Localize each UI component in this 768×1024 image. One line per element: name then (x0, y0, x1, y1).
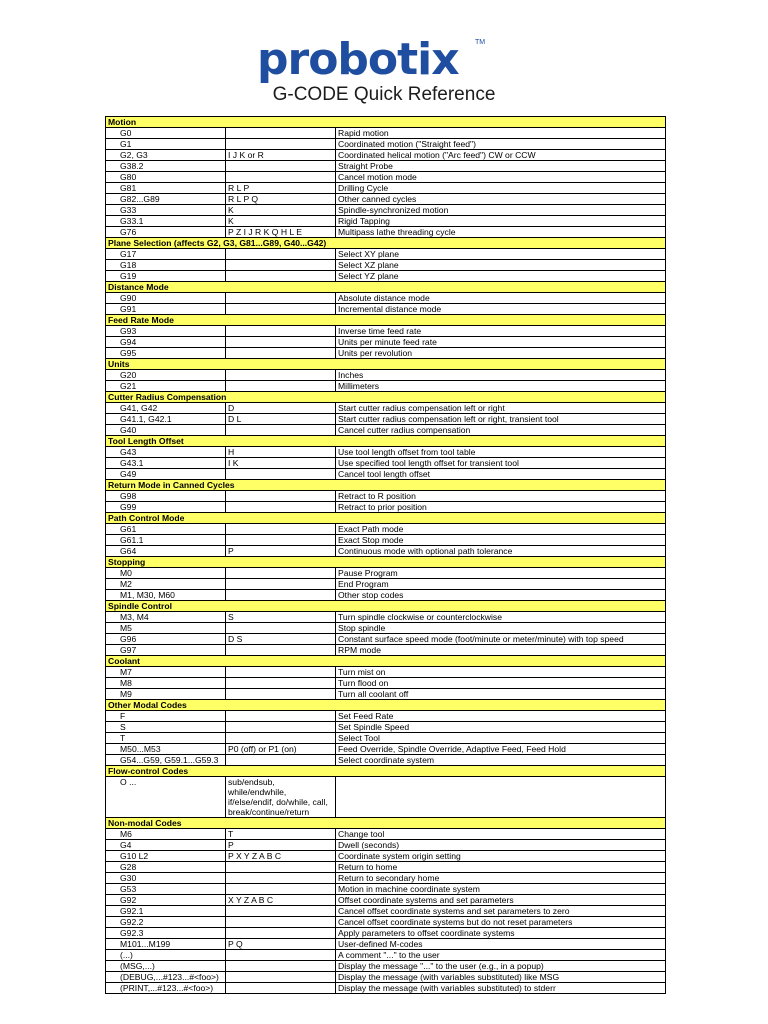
description-cell: Other canned cycles (336, 194, 666, 205)
parameters-cell (226, 524, 336, 535)
parameters-cell (226, 568, 336, 579)
table-row (106, 873, 666, 884)
table-row (106, 271, 666, 282)
description-cell: Exact Stop mode (336, 535, 666, 546)
code-cell: G41.1, G42.1 (106, 414, 226, 425)
code-cell: M5 (106, 623, 226, 634)
parameters-cell (226, 862, 336, 873)
table-row (106, 884, 666, 895)
table-row (106, 755, 666, 766)
parameters-cell (226, 271, 336, 282)
table-row (106, 840, 666, 851)
code-cell: G81 (106, 183, 226, 194)
table-row (106, 829, 666, 840)
code-cell: T (106, 733, 226, 744)
section-header (106, 315, 666, 326)
description-cell: Rapid motion (336, 128, 666, 139)
code-cell: G33 (106, 205, 226, 216)
parameters-cell (226, 928, 336, 939)
code-cell: O ... (106, 777, 226, 818)
table-row (106, 568, 666, 579)
parameters-cell: P Q (226, 939, 336, 950)
table-row (106, 161, 666, 172)
code-cell: G93 (106, 326, 226, 337)
table-row (106, 403, 666, 414)
section-header (106, 513, 666, 524)
parameters-cell: I K (226, 458, 336, 469)
description-cell: Set Spindle Speed (336, 722, 666, 733)
table-row (106, 502, 666, 513)
description-cell: Start cutter radius compensation left or right (336, 403, 666, 414)
section-header (106, 818, 666, 829)
table-row (106, 667, 666, 678)
code-cell: M7 (106, 667, 226, 678)
table-row (106, 370, 666, 381)
parameters-cell: P0 (off) or P1 (on) (226, 744, 336, 755)
table-row (106, 326, 666, 337)
description-cell: Continuous mode with optional path tolerance (336, 546, 666, 557)
table-row (106, 939, 666, 950)
gcode-reference-table (105, 116, 666, 994)
parameters-cell (226, 128, 336, 139)
parameters-cell (226, 260, 336, 271)
section-title: Other Modal Codes (106, 700, 666, 711)
code-cell: M50...M53 (106, 744, 226, 755)
parameters-cell (226, 348, 336, 359)
table-row (106, 260, 666, 271)
table-row (106, 425, 666, 436)
parameters-cell: sub/endsub, while/endwhile, if/else/endif, do/while, call, break/continue/return (226, 777, 336, 818)
parameters-cell (226, 722, 336, 733)
description-cell: Absolute distance mode (336, 293, 666, 304)
description-cell: Cancel cutter radius compensation (336, 425, 666, 436)
parameters-cell (226, 590, 336, 601)
parameters-cell: R L P (226, 183, 336, 194)
table-row (106, 917, 666, 928)
parameters-cell (226, 972, 336, 983)
parameters-cell (226, 884, 336, 895)
parameters-cell (226, 755, 336, 766)
description-cell: Motion in machine coordinate system (336, 884, 666, 895)
table-row (106, 205, 666, 216)
parameters-cell (226, 961, 336, 972)
parameters-cell: P (226, 840, 336, 851)
code-cell: G21 (106, 381, 226, 392)
parameters-cell (226, 326, 336, 337)
description-cell: Select XZ plane (336, 260, 666, 271)
code-cell: G80 (106, 172, 226, 183)
parameters-cell (226, 623, 336, 634)
description-cell: Apply parameters to offset coordinate systems (336, 928, 666, 939)
parameters-cell: K (226, 216, 336, 227)
section-header (106, 700, 666, 711)
code-cell: G49 (106, 469, 226, 480)
description-cell: Retract to R position (336, 491, 666, 502)
section-header (106, 238, 666, 249)
code-cell: (...) (106, 950, 226, 961)
table-row (106, 139, 666, 150)
code-cell: G96 (106, 634, 226, 645)
description-cell: Select YZ plane (336, 271, 666, 282)
code-cell: G18 (106, 260, 226, 271)
code-cell: G33.1 (106, 216, 226, 227)
code-cell: G53 (106, 884, 226, 895)
description-cell: Drilling Cycle (336, 183, 666, 194)
table-row (106, 722, 666, 733)
code-cell: G61.1 (106, 535, 226, 546)
description-cell: Use specified tool length offset for transient tool (336, 458, 666, 469)
section-title: Spindle Control (106, 601, 666, 612)
parameters-cell: T (226, 829, 336, 840)
code-cell: G64 (106, 546, 226, 557)
table-row (106, 972, 666, 983)
section-title: Stopping (106, 557, 666, 568)
code-cell: G76 (106, 227, 226, 238)
code-cell: G99 (106, 502, 226, 513)
description-cell: Return to secondary home (336, 873, 666, 884)
description-cell: Millimeters (336, 381, 666, 392)
section-header (106, 601, 666, 612)
code-cell: G92 (106, 895, 226, 906)
code-cell: G54...G59, G59.1...G59.3 (106, 755, 226, 766)
code-cell: M2 (106, 579, 226, 590)
description-cell: A comment "..." to the user (336, 950, 666, 961)
section-title: Coolant (106, 656, 666, 667)
parameters-cell (226, 645, 336, 656)
description-cell: Offset coordinate systems and set parameters (336, 895, 666, 906)
table-row (106, 590, 666, 601)
table-row (106, 733, 666, 744)
description-cell: Constant surface speed mode (foot/minute or meter/minute) with top speed (336, 634, 666, 645)
code-cell: G82...G89 (106, 194, 226, 205)
description-cell: End Program (336, 579, 666, 590)
code-cell: (DEBUG,...#123...#<foo>) (106, 972, 226, 983)
table-row (106, 447, 666, 458)
description-cell: Return to home (336, 862, 666, 873)
section-header (106, 117, 666, 128)
parameters-cell: I J K or R (226, 150, 336, 161)
brand-wordmark: probotix (257, 34, 459, 85)
parameters-cell (226, 678, 336, 689)
code-cell: G98 (106, 491, 226, 502)
code-cell: G43.1 (106, 458, 226, 469)
description-cell: Incremental distance mode (336, 304, 666, 315)
table-row (106, 150, 666, 161)
table-row (106, 535, 666, 546)
description-cell: Display the message (with variables substituted) to stderr (336, 983, 666, 994)
table-row (106, 612, 666, 623)
parameters-cell: P (226, 546, 336, 557)
code-cell: M3, M4 (106, 612, 226, 623)
code-cell: M8 (106, 678, 226, 689)
description-cell: Dwell (seconds) (336, 840, 666, 851)
table-row (106, 216, 666, 227)
code-cell: M101...M199 (106, 939, 226, 950)
description-cell: Select XY plane (336, 249, 666, 260)
code-cell: (PRINT,...#123...#<foo>) (106, 983, 226, 994)
description-cell: Inverse time feed rate (336, 326, 666, 337)
section-title: Tool Length Offset (106, 436, 666, 447)
parameters-cell: D S (226, 634, 336, 645)
parameters-cell (226, 139, 336, 150)
code-cell: G43 (106, 447, 226, 458)
parameters-cell (226, 873, 336, 884)
description-cell: Turn all coolant off (336, 689, 666, 700)
description-cell: Turn spindle clockwise or counterclockwise (336, 612, 666, 623)
section-title: Distance Mode (106, 282, 666, 293)
table-row (106, 862, 666, 873)
code-cell: G4 (106, 840, 226, 851)
table-row (106, 579, 666, 590)
table-row (106, 183, 666, 194)
table-row (106, 227, 666, 238)
section-header (106, 392, 666, 403)
description-cell: Feed Override, Spindle Override, Adaptive Feed, Feed Hold (336, 744, 666, 755)
section-header (106, 557, 666, 568)
description-cell: Pause Program (336, 568, 666, 579)
parameters-cell (226, 491, 336, 502)
probotix-logo (255, 30, 495, 86)
table-row (106, 469, 666, 480)
code-cell: M6 (106, 829, 226, 840)
parameters-cell (226, 711, 336, 722)
code-cell: G94 (106, 337, 226, 348)
code-cell: G90 (106, 293, 226, 304)
parameters-cell (226, 906, 336, 917)
code-cell: G20 (106, 370, 226, 381)
code-cell: G19 (106, 271, 226, 282)
code-cell: G0 (106, 128, 226, 139)
table-row (106, 381, 666, 392)
parameters-cell (226, 733, 336, 744)
parameters-cell (226, 535, 336, 546)
description-cell: Start cutter radius compensation left or right, transient tool (336, 414, 666, 425)
description-cell: Turn flood on (336, 678, 666, 689)
parameters-cell: D (226, 403, 336, 414)
description-cell: Coordinated motion ("Straight feed") (336, 139, 666, 150)
parameters-cell: S (226, 612, 336, 623)
code-cell: G30 (106, 873, 226, 884)
code-cell: G17 (106, 249, 226, 260)
table-row (106, 711, 666, 722)
code-cell: G41, G42 (106, 403, 226, 414)
brand-logo (0, 30, 768, 86)
description-cell: Exact Path mode (336, 524, 666, 535)
table-row (106, 851, 666, 862)
code-cell: G91 (106, 304, 226, 315)
parameters-cell (226, 502, 336, 513)
section-title: Motion (106, 117, 666, 128)
description-cell: Coordinated helical motion ("Arc feed") CW or CCW (336, 150, 666, 161)
code-cell: G28 (106, 862, 226, 873)
parameters-cell (226, 161, 336, 172)
description-cell: RPM mode (336, 645, 666, 656)
table-row (106, 645, 666, 656)
parameters-cell: H (226, 447, 336, 458)
table-row (106, 777, 666, 818)
description-cell: Spindle-synchronized motion (336, 205, 666, 216)
code-cell: G61 (106, 524, 226, 535)
description-cell: Retract to prior position (336, 502, 666, 513)
parameters-cell (226, 425, 336, 436)
code-cell: G92.2 (106, 917, 226, 928)
section-title: Cutter Radius Compensation (106, 392, 666, 403)
parameters-cell (226, 304, 336, 315)
parameters-cell (226, 667, 336, 678)
description-cell: Other stop codes (336, 590, 666, 601)
table-row (106, 895, 666, 906)
description-cell: Inches (336, 370, 666, 381)
code-cell: M1, M30, M60 (106, 590, 226, 601)
table-row (106, 689, 666, 700)
table-row (106, 623, 666, 634)
table-row (106, 194, 666, 205)
table-row (106, 906, 666, 917)
table-row (106, 634, 666, 645)
code-cell: G38.2 (106, 161, 226, 172)
parameters-cell (226, 293, 336, 304)
parameters-cell (226, 689, 336, 700)
description-cell: User-defined M-codes (336, 939, 666, 950)
description-cell: Turn mist on (336, 667, 666, 678)
description-cell (336, 777, 666, 818)
parameters-cell: P X Y Z A B C (226, 851, 336, 862)
section-header (106, 436, 666, 447)
section-title: Feed Rate Mode (106, 315, 666, 326)
section-title: Return Mode in Canned Cycles (106, 480, 666, 491)
table-row (106, 524, 666, 535)
table-row (106, 491, 666, 502)
section-header (106, 766, 666, 777)
description-cell: Use tool length offset from tool table (336, 447, 666, 458)
parameters-cell (226, 983, 336, 994)
code-cell: G2, G3 (106, 150, 226, 161)
table-row (106, 128, 666, 139)
code-cell: S (106, 722, 226, 733)
code-cell: G40 (106, 425, 226, 436)
table-row (106, 928, 666, 939)
parameters-cell (226, 370, 336, 381)
parameters-cell: X Y Z A B C (226, 895, 336, 906)
parameters-cell (226, 950, 336, 961)
parameters-cell: P Z I J R K Q H L E (226, 227, 336, 238)
table-row (106, 337, 666, 348)
table-row (106, 983, 666, 994)
description-cell: Display the message "..." to the user (e.g., in a popup) (336, 961, 666, 972)
code-cell: G97 (106, 645, 226, 656)
description-cell: Straight Probe (336, 161, 666, 172)
description-cell: Units per minute feed rate (336, 337, 666, 348)
parameters-cell (226, 579, 336, 590)
parameters-cell (226, 337, 336, 348)
description-cell: Display the message (with variables substituted) like MSG (336, 972, 666, 983)
parameters-cell: K (226, 205, 336, 216)
description-cell: Stop spindle (336, 623, 666, 634)
code-cell: G1 (106, 139, 226, 150)
parameters-cell (226, 469, 336, 480)
table-row (106, 172, 666, 183)
parameters-cell: D L (226, 414, 336, 425)
section-title: Plane Selection (affects G2, G3, G81...G89, G40...G42) (106, 238, 666, 249)
section-header (106, 282, 666, 293)
description-cell: Select Tool (336, 733, 666, 744)
description-cell: Set Feed Rate (336, 711, 666, 722)
table-row (106, 744, 666, 755)
table-row (106, 304, 666, 315)
section-title: Path Control Mode (106, 513, 666, 524)
section-header (106, 359, 666, 370)
table-row (106, 249, 666, 260)
parameters-cell (226, 172, 336, 183)
code-cell: G92.3 (106, 928, 226, 939)
code-cell: G95 (106, 348, 226, 359)
table-row (106, 348, 666, 359)
section-header (106, 480, 666, 491)
description-cell: Cancel offset coordinate systems and set parameters to zero (336, 906, 666, 917)
table-row (106, 458, 666, 469)
table-row (106, 950, 666, 961)
code-cell: F (106, 711, 226, 722)
section-title: Flow-control Codes (106, 766, 666, 777)
code-cell: M9 (106, 689, 226, 700)
parameters-cell (226, 381, 336, 392)
parameters-cell (226, 249, 336, 260)
description-cell: Rigid Tapping (336, 216, 666, 227)
description-cell: Multipass lathe threading cycle (336, 227, 666, 238)
page-title: G-CODE Quick Reference (272, 84, 496, 105)
table-row (106, 414, 666, 425)
table-row (106, 678, 666, 689)
description-cell: Cancel tool length offset (336, 469, 666, 480)
description-cell: Units per revolution (336, 348, 666, 359)
section-header (106, 656, 666, 667)
description-cell: Cancel motion mode (336, 172, 666, 183)
section-title: Units (106, 359, 666, 370)
code-cell: M0 (106, 568, 226, 579)
description-cell: Coordinate system origin setting (336, 851, 666, 862)
description-cell: Change tool (336, 829, 666, 840)
description-cell: Cancel offset coordinate systems but do not reset parameters (336, 917, 666, 928)
table-row (106, 961, 666, 972)
parameters-cell: R L P Q (226, 194, 336, 205)
code-cell: G10 L2 (106, 851, 226, 862)
parameters-cell (226, 917, 336, 928)
description-cell: Select coordinate system (336, 755, 666, 766)
code-cell: G92.1 (106, 906, 226, 917)
trademark-mark: TM (475, 39, 486, 46)
table-row (106, 293, 666, 304)
section-title: Non-modal Codes (106, 818, 666, 829)
code-cell: (MSG,...) (106, 961, 226, 972)
table-row (106, 546, 666, 557)
